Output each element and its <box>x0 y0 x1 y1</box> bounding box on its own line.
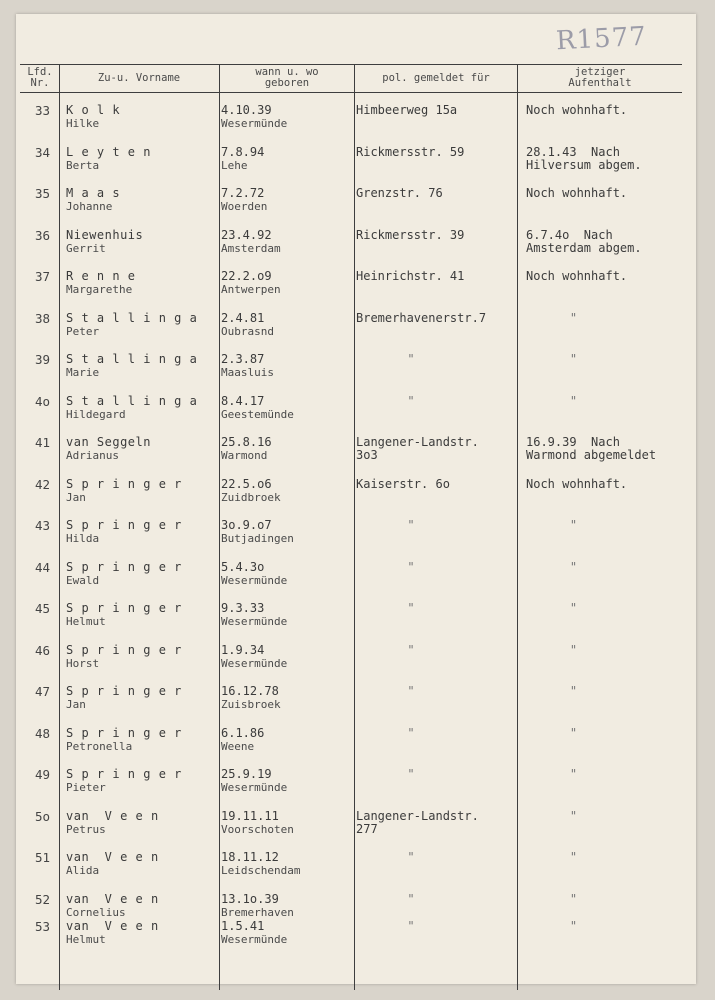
registered-address: " <box>407 726 415 740</box>
current-residence: Noch wohnhaft. <box>526 269 628 283</box>
birth-date: 5.4.3o <box>221 560 265 574</box>
registered-address: Kaiserstr. 6o <box>356 477 450 491</box>
surname: S p r i n g e r <box>66 726 182 740</box>
birth-place: Butjadingen <box>221 532 294 545</box>
birth-date: 16.12.78 <box>221 684 279 698</box>
current-residence: " <box>569 352 578 366</box>
birth-place: Bremerhaven <box>221 906 294 919</box>
first-name: Hilda <box>66 532 100 545</box>
registered-address: Langener-Landstr. 277 <box>356 809 479 836</box>
birth-place: Zuisbroek <box>221 698 281 711</box>
birth-place: Wesermünde <box>221 574 288 587</box>
registered-address: " <box>407 850 415 864</box>
surname: S p r i n g e r <box>66 684 182 698</box>
entry-number: 52 <box>34 892 50 907</box>
header-born-line2: geboren <box>264 77 310 89</box>
birth-date: 19.11.11 <box>221 809 279 823</box>
first-name: Jan <box>66 698 86 711</box>
birth-date: 2.4.81 <box>221 311 265 325</box>
header-born <box>220 64 354 92</box>
surname: S p r i n g e r <box>66 767 182 781</box>
birth-place: Antwerpen <box>221 283 281 296</box>
birth-place: Amsterdam <box>221 242 281 255</box>
table-row <box>0 104 715 144</box>
birth-date: 25.9.19 <box>221 767 272 781</box>
registered-address: Rickmersstr. 59 <box>356 145 465 159</box>
first-name: Ewald <box>66 574 100 587</box>
birth-date: 22.5.o6 <box>221 477 272 491</box>
surname: R e n n e <box>66 269 136 283</box>
first-name: Helmut <box>66 933 106 946</box>
first-name: Cornelius <box>66 906 126 919</box>
entry-number: 42 <box>34 477 50 492</box>
registered-address: Langener-Landstr. 3o3 <box>356 435 479 462</box>
registered-address: Himbeerweg 15a <box>356 103 458 117</box>
birth-place: Oubrasnd <box>221 325 274 338</box>
header-address: pol. gemeldet für <box>382 71 490 84</box>
table-row <box>0 768 715 808</box>
current-residence: " <box>569 809 578 823</box>
first-name: Johanne <box>66 200 113 213</box>
surname: M a a s <box>66 186 121 200</box>
registered-address: Bremerhavenerstr.7 <box>356 311 487 325</box>
current-residence: Noch wohnhaft. <box>526 103 628 117</box>
entry-number: 39 <box>34 352 50 367</box>
header-nr-line1: Lfd. <box>27 66 53 78</box>
registered-address: " <box>407 560 415 574</box>
table-row <box>0 353 715 393</box>
birth-place: Maasluis <box>221 366 274 379</box>
surname: van V e e n <box>66 919 159 933</box>
birth-date: 1.9.34 <box>221 643 265 657</box>
current-residence: 6.7.4o Nach Amsterdam abgem. <box>526 228 642 255</box>
entry-number: 37 <box>34 269 50 284</box>
surname: van V e e n <box>66 850 159 864</box>
registered-address: " <box>407 643 415 657</box>
first-name: Berta <box>66 159 100 172</box>
table-row <box>0 478 715 518</box>
surname: S t a l l i n g a <box>66 352 198 366</box>
registered-address: Heinrichstr. 41 <box>356 269 465 283</box>
entry-number: 45 <box>34 601 50 616</box>
surname: S p r i n g e r <box>66 560 182 574</box>
birth-date: 4.10.39 <box>221 103 272 117</box>
table-row <box>0 727 715 767</box>
first-name: Jan <box>66 491 86 504</box>
table-row <box>0 270 715 310</box>
first-name: Adrianus <box>66 449 119 462</box>
birth-date: 8.4.17 <box>221 394 265 408</box>
entry-number: 41 <box>34 435 50 450</box>
birth-date: 9.3.33 <box>221 601 265 615</box>
entry-number: 49 <box>34 767 50 782</box>
table-row <box>0 229 715 269</box>
first-name: Helmut <box>66 615 106 628</box>
first-name: Hildegard <box>66 408 126 421</box>
header-stay-line1: jetziger <box>574 66 626 78</box>
birth-place: Woerden <box>221 200 268 213</box>
entry-number: 35 <box>34 186 50 201</box>
registered-address: " <box>407 892 415 906</box>
birth-place: Leidschendam <box>221 864 301 877</box>
first-name: Petronella <box>66 740 133 753</box>
birth-place: Wesermünde <box>221 657 288 670</box>
first-name: Hilke <box>66 117 100 130</box>
first-name: Pieter <box>66 781 106 794</box>
surname: van Seggeln <box>66 435 151 449</box>
registered-address: " <box>407 352 415 366</box>
birth-date: 6.1.86 <box>221 726 265 740</box>
entry-number: 43 <box>34 518 50 533</box>
current-residence: " <box>569 726 578 740</box>
birth-date: 7.8.94 <box>221 145 265 159</box>
birth-place: Wesermünde <box>221 117 288 130</box>
header-nr-line2: Nr. <box>30 77 50 89</box>
first-name: Horst <box>66 657 100 670</box>
first-name: Peter <box>66 325 100 338</box>
table-row <box>0 519 715 559</box>
registered-address: " <box>407 767 415 781</box>
entry-number: 47 <box>34 684 50 699</box>
table-row <box>0 920 715 960</box>
registered-address: Grenzstr. 76 <box>356 186 443 200</box>
entry-number: 48 <box>34 726 50 741</box>
birth-date: 23.4.92 <box>221 228 272 242</box>
current-residence: Noch wohnhaft. <box>526 477 628 491</box>
table-row <box>0 312 715 352</box>
surname: L e y t e n <box>66 145 151 159</box>
entry-number: 44 <box>34 560 50 575</box>
birth-place: Lehe <box>221 159 248 172</box>
entry-number: 34 <box>34 145 50 160</box>
birth-place: Weene <box>221 740 255 753</box>
surname: Niewenhuis <box>66 228 144 242</box>
archive-mark: R1577 <box>555 21 648 57</box>
table-row <box>0 395 715 435</box>
first-name: Petrus <box>66 823 106 836</box>
table-row <box>0 685 715 725</box>
birth-date: 18.11.12 <box>221 850 279 864</box>
surname: S p r i n g e r <box>66 477 182 491</box>
surname: S p r i n g e r <box>66 601 182 615</box>
entry-number: 53 <box>34 919 50 934</box>
registered-address: " <box>407 518 415 532</box>
birth-place: Wesermünde <box>221 615 288 628</box>
first-name: Marie <box>66 366 100 379</box>
table-row <box>0 561 715 601</box>
first-name: Alida <box>66 864 100 877</box>
first-name: Margarethe <box>66 283 133 296</box>
surname: S t a l l i n g a <box>66 311 198 325</box>
current-residence: " <box>569 601 578 615</box>
registered-address: " <box>407 394 415 408</box>
surname: S t a l l i n g a <box>66 394 198 408</box>
registered-address: " <box>407 919 415 933</box>
table-row <box>0 436 715 476</box>
table-row <box>0 187 715 227</box>
birth-place: Zuidbroek <box>221 491 281 504</box>
current-residence: " <box>569 767 578 781</box>
registered-address: " <box>407 601 415 615</box>
header-stay <box>518 64 682 92</box>
current-residence: " <box>569 892 578 906</box>
entry-number: 5o <box>34 809 50 824</box>
birth-date: 2.3.87 <box>221 352 265 366</box>
surname: van V e e n <box>66 892 159 906</box>
birth-date: 22.2.o9 <box>221 269 272 283</box>
entry-number: 4o <box>34 394 50 409</box>
current-residence: 28.1.43 Nach Hilversum abgem. <box>526 145 642 172</box>
registered-address: Rickmersstr. 39 <box>356 228 465 242</box>
surname: S p r i n g e r <box>66 518 182 532</box>
table-row <box>0 810 715 850</box>
registered-address: " <box>407 684 415 698</box>
birth-place: Warmond <box>221 449 268 462</box>
current-residence: " <box>569 643 578 657</box>
header-born-line1: wann u. wo <box>255 66 319 78</box>
current-residence: " <box>569 850 578 864</box>
birth-place: Geestemünde <box>221 408 294 421</box>
surname: S p r i n g e r <box>66 643 182 657</box>
table-row <box>0 644 715 684</box>
birth-date: 13.1o.39 <box>221 892 279 906</box>
current-residence: 16.9.39 Nach Warmond abgemeldet <box>526 435 657 462</box>
current-residence: " <box>569 560 578 574</box>
current-residence: " <box>569 518 578 532</box>
table-row <box>0 602 715 642</box>
birth-date: 1.5.41 <box>221 919 265 933</box>
table-row <box>0 851 715 891</box>
table-row <box>0 146 715 186</box>
entry-number: 51 <box>34 850 50 865</box>
current-residence: Noch wohnhaft. <box>526 186 628 200</box>
birth-place: Voorschoten <box>221 823 294 836</box>
entry-number: 46 <box>34 643 50 658</box>
current-residence: " <box>569 311 578 325</box>
birth-date: 3o.9.o7 <box>221 518 272 532</box>
surname: van V e e n <box>66 809 159 823</box>
birth-place: Wesermünde <box>221 933 288 946</box>
birth-date: 7.2.72 <box>221 186 265 200</box>
header-nr <box>22 64 58 92</box>
first-name: Gerrit <box>66 242 106 255</box>
current-residence: " <box>569 919 578 933</box>
header-name: Zu-u. Vorname <box>97 71 181 84</box>
surname: K o l k <box>66 103 121 117</box>
current-residence: " <box>569 684 578 698</box>
header-bottom-rule <box>20 92 682 93</box>
current-residence: " <box>569 394 578 408</box>
entry-number: 33 <box>34 103 50 118</box>
entry-number: 36 <box>34 228 50 243</box>
header-stay-line2: Aufenthalt <box>568 77 632 89</box>
birth-date: 25.8.16 <box>221 435 272 449</box>
birth-place: Wesermünde <box>221 781 288 794</box>
entry-number: 38 <box>34 311 50 326</box>
